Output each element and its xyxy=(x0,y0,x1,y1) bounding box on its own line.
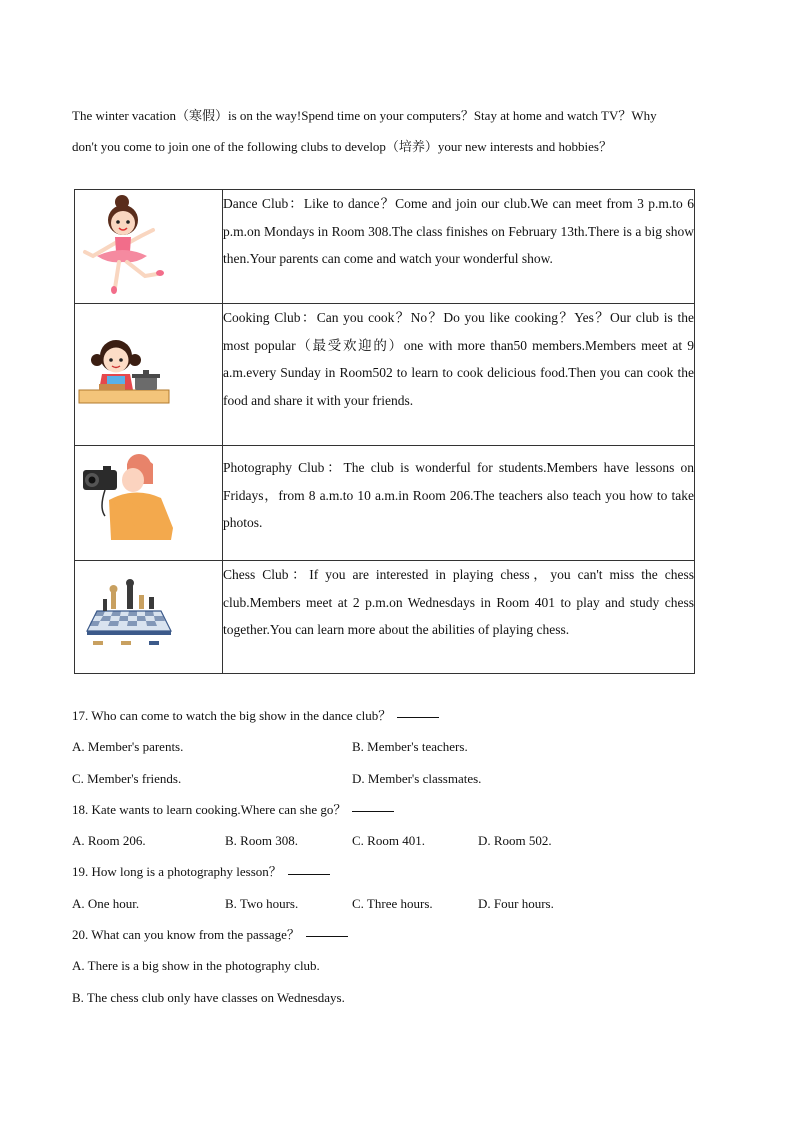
option-19-c[interactable]: C. Three hours. xyxy=(352,895,433,911)
question-20-stem: 20. What can you know from the passage？ xyxy=(72,927,300,943)
answer-blank-20[interactable] xyxy=(306,935,348,937)
dance-club-description: Dance Club：Like to dance？Come and join our club.We can meet from 3 p.m.to 6 p.m.on Mondays in Room 308.The class finishes on February 13th.There is a big show then.Your parents can come and watch your wonderful show. xyxy=(223,190,695,304)
dancing-girl-illustration xyxy=(75,190,222,303)
intro-paragraph xyxy=(72,100,722,162)
question-18 xyxy=(72,794,732,825)
question-17-options-row-1 xyxy=(72,731,732,762)
clubs-table xyxy=(74,189,695,674)
intro-line-1: The winter vacation（寒假）is on the way!Spend time on your computers？Stay at home and watch TV？Why xyxy=(72,108,657,123)
photography-club-image-cell xyxy=(75,446,223,561)
option-20-b[interactable]: B. The chess club only have classes on Wednesdays. xyxy=(72,989,345,1005)
question-19 xyxy=(72,856,732,887)
chess-club-description: Chess Club：If you are interested in playing chess，you can't miss the chess club.Members meet at 2 p.m.on Wednesdays in Room 401 to play and study chess together.You can learn more about the abilities of playing chess. xyxy=(223,561,695,674)
option-17-d[interactable]: D. Member's classmates. xyxy=(352,770,482,786)
option-18-d[interactable]: D. Room 502. xyxy=(478,833,552,849)
answer-blank-17[interactable] xyxy=(397,716,439,718)
intro-line-2: don't you come to join one of the following clubs to develop（培养）your new interests and hobbies？ xyxy=(72,139,612,154)
question-19-stem: 19. How long is a photography lesson？ xyxy=(72,864,282,880)
answer-blank-18[interactable] xyxy=(352,810,394,812)
dance-club-image-cell xyxy=(75,190,223,304)
questions-section xyxy=(72,700,732,1013)
chess-club-image-cell xyxy=(75,561,223,674)
option-18-c[interactable]: C. Room 401. xyxy=(352,833,425,849)
question-18-stem: 18. Kate wants to learn cooking.Where can she go？ xyxy=(72,801,347,817)
question-18-options xyxy=(72,825,732,856)
table-row-photography-club xyxy=(75,446,695,561)
question-20 xyxy=(72,919,732,950)
cooking-club-description: Cooking Club：Can you cook？No？Do you like cooking？Yes？Our club is the most popular（最受欢迎的）one with more than50 members.Members meet at 9 a.m.every Sunday in Room502 to learn to cook delicious food.Then you can cook the food and share it with your friends. xyxy=(223,304,695,446)
question-17-stem: 17. Who can come to watch the big show in the dance club？ xyxy=(72,708,392,723)
answer-blank-19[interactable] xyxy=(288,873,330,875)
option-20-a[interactable]: A. There is a big show in the photography club. xyxy=(72,958,320,974)
woman-with-camera-illustration xyxy=(75,446,222,560)
option-17-a[interactable]: A. Member's parents. xyxy=(72,739,184,755)
table-row-chess-club xyxy=(75,561,695,674)
chess-board-illustration xyxy=(75,561,222,673)
table-row-dance-club xyxy=(75,190,695,304)
question-20-option-a-row xyxy=(72,950,732,981)
question-17 xyxy=(72,700,732,731)
option-19-b[interactable]: B. Two hours. xyxy=(225,895,299,911)
option-18-b[interactable]: B. Room 308. xyxy=(225,833,298,849)
cooking-club-image-cell xyxy=(75,304,223,446)
table-row-cooking-club xyxy=(75,304,695,446)
option-19-d[interactable]: D. Four hours. xyxy=(478,895,554,911)
girl-cooking-illustration xyxy=(75,304,222,445)
question-19-options xyxy=(72,888,732,919)
question-17-options-row-2 xyxy=(72,763,732,794)
option-17-b[interactable]: B. Member's teachers. xyxy=(352,739,468,755)
question-20-option-b-row xyxy=(72,982,732,1013)
option-17-c[interactable]: C. Member's friends. xyxy=(72,770,182,786)
photography-club-description: Photography Club：The club is wonderful for students.Members have lessons on Fridays，from 8 a.m.to 10 a.m.in Room 206.The teachers also teach you how to take photos. xyxy=(223,446,695,561)
option-19-a[interactable]: A. One hour. xyxy=(72,895,140,911)
option-18-a[interactable]: A. Room 206. xyxy=(72,833,146,849)
